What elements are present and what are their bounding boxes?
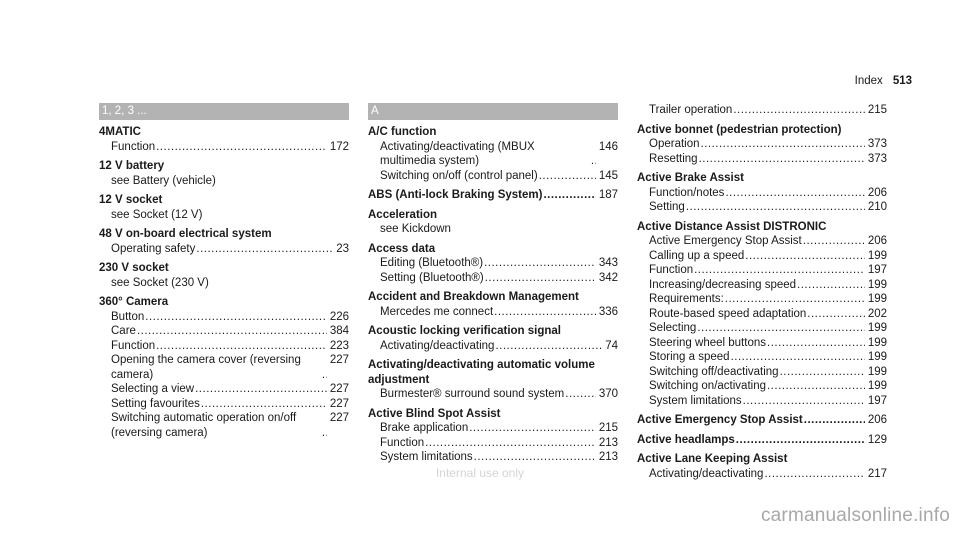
dot-leader [724, 292, 865, 307]
subentry-text: System limitations [649, 394, 742, 407]
subentry-text: Brake application [380, 422, 469, 434]
subentry-text: see Battery (vehicle) [111, 174, 216, 187]
page-ref[interactable]: 213 [598, 451, 618, 463]
page-ref[interactable]: 23 [336, 242, 349, 255]
index-term: Active Blind Spot Assist [368, 407, 501, 420]
subentry-text: Requirements: [649, 293, 724, 305]
index-entry [368, 324, 618, 353]
index-term: 48 V on-board electrical system [99, 228, 272, 240]
term-text: ABS (Anti-lock Braking System) [368, 189, 543, 201]
index-subentry[interactable] [637, 152, 887, 167]
index-subentry[interactable] [637, 292, 887, 307]
index-subentry[interactable] [637, 321, 887, 336]
dot-leader [155, 339, 327, 354]
subentry-text: Switching automatic operation on/off (reversing camera) [111, 412, 297, 439]
index-term: Active Brake Assist [637, 172, 744, 184]
page-ref[interactable]: 199 [867, 365, 887, 378]
index-subentry[interactable] [368, 305, 618, 320]
dot-leader [473, 450, 596, 465]
page-ref[interactable]: 342 [598, 271, 618, 284]
index-subentry[interactable] [99, 397, 349, 412]
page-ref[interactable]: 199 [867, 278, 887, 291]
subentry-text: System limitations [380, 451, 473, 463]
section-header: A [368, 103, 618, 120]
dot-leader [802, 234, 865, 249]
dot-leader [200, 397, 327, 412]
dot-leader [484, 271, 596, 286]
page-ref[interactable]: 199 [867, 249, 887, 262]
index-subentry[interactable] [637, 365, 887, 380]
subentry-text: Switching off/deactivating [649, 365, 779, 378]
index-term[interactable] [637, 413, 887, 428]
subentry-text: Operating safety [111, 242, 196, 255]
page-ref[interactable]: 227 [329, 412, 349, 424]
page-ref[interactable]: 370 [598, 388, 618, 400]
index-subentry[interactable] [637, 336, 887, 351]
subentry-text: Resetting [649, 152, 698, 165]
index-term: 360° Camera [99, 296, 169, 308]
dot-leader [136, 324, 327, 339]
site-logo[interactable]: carmanualsonline.info [760, 505, 950, 526]
dot-leader [732, 103, 865, 118]
page-ref[interactable]: 384 [329, 325, 349, 337]
index-subentry[interactable] [99, 353, 349, 382]
page-ref[interactable]: 226 [329, 310, 349, 323]
dot-leader [494, 339, 602, 354]
subentry-text: Switching on/off (control panel) [380, 169, 538, 182]
subentry-text: Storing a speed [649, 351, 730, 363]
index-column-2 [368, 103, 618, 470]
dot-leader [321, 353, 327, 382]
page-ref[interactable]: 223 [329, 339, 349, 352]
subentry-text: Mercedes me connect [380, 305, 494, 318]
subentry-text: Activating/deactivating [649, 467, 764, 480]
subentry-text: Setting (Bluetooth®) [380, 271, 484, 284]
page-ref[interactable]: 197 [867, 264, 887, 276]
page-ref[interactable]: 187 [598, 189, 618, 201]
index-subentry[interactable] [99, 310, 349, 325]
index-subentry[interactable] [637, 103, 887, 118]
dot-leader [538, 169, 596, 184]
subentry-text: Active Emergency Stop Assist [649, 235, 802, 247]
index-subentry[interactable] [99, 382, 349, 397]
index-subentry[interactable] [99, 324, 349, 339]
subentry-text: Burmester® surround sound system [380, 388, 565, 400]
index-entry [637, 413, 887, 428]
page-ref[interactable]: 199 [867, 293, 887, 305]
page-ref[interactable]: 146 [598, 140, 618, 153]
index-entry [99, 193, 349, 222]
subentry-text: Trailer operation [649, 104, 733, 116]
dot-leader [424, 436, 596, 451]
page-ref[interactable]: 199 [867, 351, 887, 363]
index-subentry[interactable] [99, 339, 349, 354]
page-ref[interactable]: 227 [329, 397, 349, 410]
index-entry [99, 261, 349, 290]
index-subentry[interactable] [637, 186, 887, 201]
dot-leader [696, 321, 865, 336]
index-term[interactable] [637, 433, 887, 448]
index-subentry[interactable] [368, 450, 618, 465]
page-ref[interactable]: 206 [867, 235, 887, 247]
index-term: 12 V socket [99, 194, 163, 206]
index-entry [99, 159, 349, 188]
dot-leader [194, 382, 327, 397]
index-term: 230 V socket [99, 262, 169, 274]
subentry-text: Activating/deactivating [380, 339, 495, 352]
subentry-text: see Kickdown [380, 223, 451, 235]
dot-leader [735, 433, 865, 448]
page-ref[interactable]: 215 [867, 104, 887, 116]
subentry-text: Function [380, 436, 425, 449]
page-ref[interactable]: 215 [598, 422, 618, 434]
page-ref[interactable]: 373 [867, 138, 887, 150]
subentry-text: Setting [649, 201, 685, 213]
index-subentry [99, 174, 349, 189]
index-entry [99, 125, 349, 154]
page-ref[interactable]: 172 [329, 140, 349, 153]
dot-leader [698, 152, 865, 167]
index-entry [368, 208, 618, 237]
dot-leader [468, 421, 596, 436]
subentry-text: Opening the camera cover (reversing camera) [111, 354, 301, 381]
watermark: Internal use only [435, 466, 525, 480]
index-column-3 [637, 103, 887, 486]
index-subentry[interactable] [637, 137, 887, 152]
index-term: 4MATIC [99, 126, 141, 138]
index-entry [99, 227, 349, 256]
page-header [855, 75, 912, 87]
page-ref[interactable]: 202 [867, 307, 887, 320]
dot-leader [803, 413, 865, 428]
dot-leader [144, 310, 327, 325]
page-ref[interactable]: 210 [867, 201, 887, 213]
page-ref[interactable]: 197 [867, 394, 887, 407]
page-ref[interactable]: 206 [867, 186, 887, 199]
subentry-text: Route-based speed adaptation [649, 307, 807, 320]
dot-leader [806, 307, 865, 322]
dot-leader [700, 137, 865, 152]
subentry-text: Function [111, 140, 156, 153]
subentry-text: Selecting a view [111, 383, 195, 395]
index-entry [637, 103, 887, 118]
page-ref[interactable]: 199 [867, 322, 887, 334]
index-subentry [368, 222, 618, 237]
subentry-text: Function [111, 339, 156, 352]
page-ref[interactable]: 227 [329, 354, 349, 366]
index-subentry [99, 276, 349, 291]
dot-leader [483, 256, 596, 271]
subentry-text: see Socket (230 V) [111, 276, 209, 289]
index-subentry[interactable] [99, 411, 349, 440]
index-subentry[interactable] [368, 169, 618, 184]
subentry-text: Increasing/decreasing speed [649, 278, 797, 291]
index-subentry [99, 208, 349, 223]
index-term: Acoustic locking verification signal [368, 325, 561, 337]
index-entry [368, 188, 618, 203]
dot-leader [542, 188, 595, 203]
dot-leader [779, 365, 865, 380]
index-entry [368, 290, 618, 319]
index-term: Accident and Breakdown Management [368, 291, 579, 303]
page-ref[interactable]: 373 [867, 152, 887, 165]
page-ref[interactable]: 199 [867, 336, 887, 349]
index-subentry[interactable] [637, 249, 887, 264]
index-subentry[interactable] [368, 339, 618, 354]
dot-leader [730, 350, 865, 365]
page-ref[interactable]: 129 [867, 433, 887, 446]
subentry-text: Button [111, 310, 145, 323]
dot-leader [590, 140, 596, 169]
subentry-text: Selecting [649, 322, 697, 334]
index-entry [368, 407, 618, 465]
subentry-text: Calling up a speed [649, 249, 745, 262]
index-term: A/C function [368, 126, 437, 138]
index-subentry[interactable] [99, 140, 349, 155]
page-ref[interactable]: 213 [598, 436, 618, 449]
dot-leader [766, 379, 865, 394]
index-entry [637, 433, 887, 448]
index-subentry[interactable] [637, 263, 887, 278]
index-label: Index [854, 75, 883, 87]
index-subentry[interactable] [637, 394, 887, 409]
index-subentry[interactable] [637, 307, 887, 322]
index-subentry[interactable] [368, 256, 618, 271]
index-subentry[interactable] [368, 436, 618, 451]
index-term: Acceleration [368, 208, 438, 221]
index-subentry[interactable] [637, 350, 887, 365]
page-number: 513 [892, 75, 912, 87]
index-entry [368, 125, 618, 183]
page-ref[interactable]: 217 [867, 467, 887, 480]
section-header: 1, 2, 3 ... [99, 103, 349, 120]
index-entry [637, 220, 887, 409]
page-ref[interactable]: 336 [598, 305, 618, 318]
subentry-text: Operation [649, 138, 700, 150]
dot-leader [693, 263, 865, 278]
dot-leader [155, 140, 327, 155]
index-subentry[interactable] [368, 271, 618, 286]
dot-leader [493, 305, 596, 320]
index-subentry[interactable] [637, 379, 887, 394]
index-subentry[interactable] [368, 387, 618, 402]
index-subentry[interactable] [368, 421, 618, 436]
index-column-1 [99, 103, 349, 445]
subentry-text: Steering wheel buttons [649, 336, 766, 349]
dot-leader [321, 411, 327, 440]
page-ref[interactable]: 145 [598, 169, 618, 182]
index-entry [637, 123, 887, 167]
index-subentry[interactable] [368, 140, 618, 169]
index-entry [99, 295, 349, 440]
dot-leader [724, 186, 864, 201]
subentry-text: see Socket (12 V) [111, 208, 203, 221]
subentry-text: Function/notes [649, 186, 725, 199]
subentry-text: Editing (Bluetooth®) [380, 257, 484, 269]
dot-leader [742, 394, 865, 409]
subentry-text: Switching on/activating [649, 380, 766, 392]
dot-leader [685, 200, 865, 215]
page-ref[interactable]: 227 [329, 383, 349, 395]
dot-leader [564, 387, 596, 402]
index-subentry[interactable] [637, 278, 887, 293]
index-term: Active Lane Keeping Assist [637, 453, 788, 465]
subentry-text: Care [111, 325, 136, 337]
page-ref[interactable]: 199 [867, 380, 887, 392]
subentry-text: Function [649, 264, 694, 276]
index-term[interactable] [368, 188, 618, 203]
dot-leader [796, 278, 865, 293]
index-subentry[interactable] [637, 200, 887, 215]
index-entry [368, 242, 618, 286]
subentry-text: Activating/deactivating (MBUX multimedia system) [380, 140, 535, 167]
dot-leader [195, 242, 333, 257]
term-text: Active headlamps [637, 433, 735, 446]
index-term: 12 V battery [99, 160, 165, 172]
term-text: Active Emergency Stop Assist [637, 414, 803, 426]
dot-leader [744, 249, 865, 264]
page-ref[interactable]: 74 [605, 339, 618, 352]
index-term: Activating/deactivating automatic volume adjustment [368, 359, 595, 386]
index-term: Access data [368, 242, 436, 255]
page-ref[interactable]: 343 [598, 257, 618, 269]
dot-leader [766, 336, 865, 351]
index-entry [637, 171, 887, 215]
index-subentry[interactable] [99, 242, 349, 257]
page-ref[interactable]: 206 [867, 414, 887, 426]
index-subentry[interactable] [637, 234, 887, 249]
index-term: Active Distance Assist DISTRONIC [637, 220, 827, 233]
index-entry [368, 358, 618, 402]
index-term: Active bonnet (pedestrian protection) [637, 123, 842, 136]
subentry-text: Setting favourites [111, 397, 200, 410]
